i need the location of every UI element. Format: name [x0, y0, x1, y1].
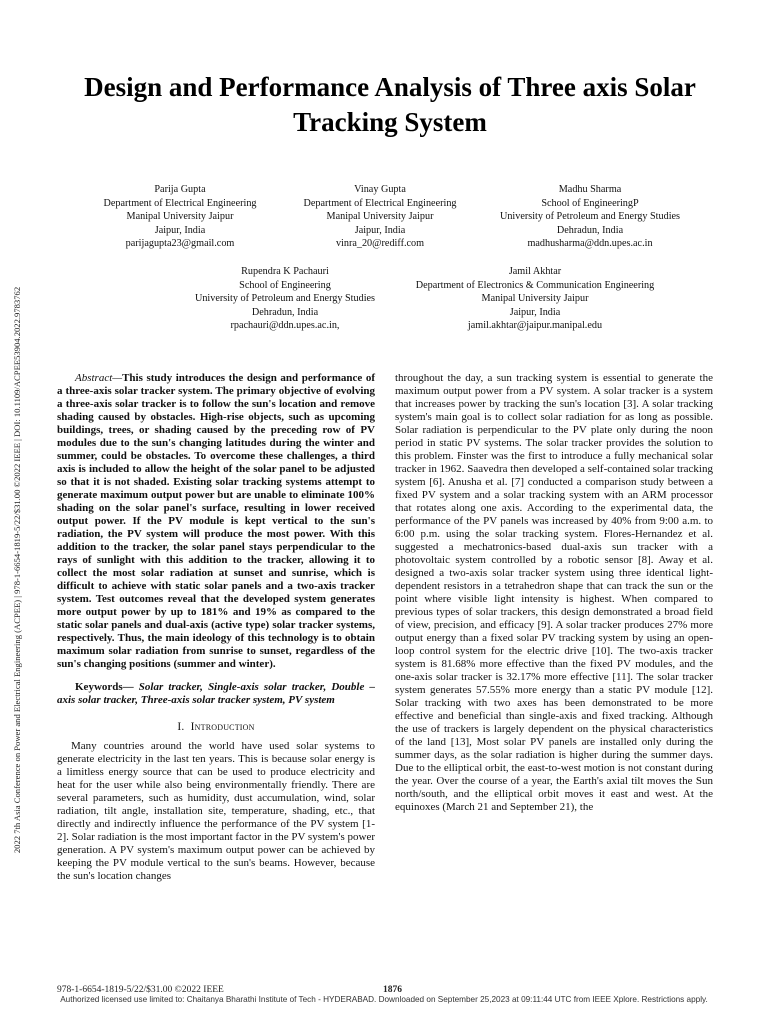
- author-block: [80, 183, 280, 251]
- author-location: Dehradun, India: [556, 224, 624, 236]
- doi-side-note: [5, 170, 29, 970]
- right-column: [395, 372, 713, 814]
- author-org: Manipal University Jaipur: [326, 211, 434, 223]
- intro-paragraph: Many countries around the world have used solar systems to generate electricity in the last ten years. This is because solar energy is a limitless energy source that can be used to produce electricity and heat for the user while also being environmentally friendly. There are several parameters, such as humidity, dust accumulation, wind, solar radiation, tilt angle, installation site, temperature, shading, etc., that directly and indirectly influence the performance of the PV system [1-2]. Solar radiation is the most important factor in the PV system's power generation. A PV system's maximum output power can be achieved by keeping the PV module vertical to the sun's beams. However, because the sun's location changes: [57, 740, 375, 882]
- footer-copyright: 978-1-6654-1819-5/22/$31.00 ©2022 IEEE: [57, 985, 224, 995]
- author-location: Jaipur, India: [154, 224, 206, 236]
- license-notice: Authorized licensed use limited to: Chaitanya Bharathi Institute of Tech - HYDERABAD. Downloaded on September 25,2023 at 09:11:44 UTC from IEEE Xplore. Restrictions apply.: [60, 995, 708, 1004]
- author-org: University of Petroleum and Energy Studies: [499, 211, 681, 223]
- author-name: Parija Gupta: [154, 184, 206, 195]
- abstract-lead: Abstract—: [75, 372, 123, 384]
- paper-title: Design and Performance Analysis of Three axis Solar Tracking System: [84, 72, 696, 137]
- author-name: Vinay Gupta: [354, 184, 406, 195]
- author-location: Jaipur, India: [354, 224, 406, 236]
- section-title: Introduction: [190, 721, 255, 733]
- left-column: [57, 372, 375, 883]
- author-name: Rupendra K Pachauri: [241, 266, 329, 277]
- doi-side-note-text: 2022 7th Asia Conference on Power and Electrical Engineering (ACPEE) | 978-1-6654-1819-5/22/$31.00 ©2022 IEEE | DOI: 10.1109/ACPEE53904.2022.9783762: [12, 286, 22, 854]
- author-block: [475, 183, 705, 251]
- author-org: University of Petroleum and Energy Studies: [194, 293, 376, 305]
- author-email: parijagupta23@gmail.com: [125, 238, 235, 250]
- section-heading: [57, 721, 375, 734]
- author-location: Jaipur, India: [509, 306, 561, 318]
- author-org: Manipal University Jaipur: [481, 293, 589, 305]
- keywords-lead: Keywords—: [75, 681, 134, 693]
- author-dept: Department of Electronics & Communication Engineering: [415, 279, 655, 291]
- abstract: [57, 372, 375, 671]
- author-email: rpachauri@ddn.upes.ac.in,: [230, 320, 340, 332]
- author-block: [385, 265, 685, 333]
- keywords-text: Solar tracker, Single-axis solar tracker, Double –axis solar tracker, Three-axis solar tracker system, PV system: [57, 681, 375, 706]
- author-name: Madhu Sharma: [558, 184, 622, 195]
- author-email: jamil.akhtar@jaipur.manipal.edu: [467, 320, 603, 332]
- author-name: Jamil Akhtar: [508, 266, 562, 277]
- page-number: 1876: [383, 985, 402, 995]
- author-dept: Department of Electrical Engineering: [303, 197, 457, 209]
- author-email: vinra_20@rediff.com: [335, 238, 425, 250]
- author-dept: School of EngineeringP: [541, 197, 639, 209]
- keywords: [57, 681, 375, 707]
- author-org: Manipal University Jaipur: [126, 211, 234, 223]
- section-number: I.: [177, 721, 185, 733]
- abstract-text: This study introduces the design and performance of a three-axis solar tracker system. The primary objective of evolving a three-axis solar tracker is to follow the sun's location and remove shading caused by obstacles. High-rise objects, such as upcoming buildings, trees, or shading caused by the preceding row of PV modules due to the sun's changing latitudes during the winter and summer, could be obstacles. To overcome these challenges, a third axis is included to allow the height of the solar panel to be adjusted so that it is not shaded. Existing solar tracking systems attempt to generate maximum output power but are unable to eliminate 100% shading on the solar panel's surface, resulting in lower received output power. If the PV module is kept vertical to the sun's radiation, the PV system will produce the most power. With this addition to the tracker, the solar panel stays perpendicular to the rays of sunlight with this addition to the tracker, allowing it to collect the most solar radiation at sunset and sunrise, which is difficult to achieve with static solar panels and a two-axis tracker system. Test outcomes reveal that the developed system generates more output power by up to 181% and 19% as compared to the static solar panels and dual-axis (active type) solar tracker systems, respectively. Thus, the main ideology of this technology is to obtain maximum solar radiation from sunrise to sunset, regardless of the sun's changing positions (summer and winter).: [57, 372, 375, 670]
- author-block: [275, 183, 485, 251]
- author-location: Dehradun, India: [251, 306, 319, 318]
- author-block: [170, 265, 400, 333]
- author-email: madhusharma@ddn.upes.ac.in: [527, 238, 653, 250]
- author-dept: Department of Electrical Engineering: [103, 197, 257, 209]
- intro-continuation: throughout the day, a sun tracking system is essential to generate the maximum output power from a PV system. A solar tracker is a system that increases power by tracking the sun's location [3]. A solar tracking system's main goal is to collect solar radiation for as long as possible. Solar radiation is perpendicular to the PV plate only during the noon period in static PV systems. The solar tracker provides the solution to this problem. Finster was the first to introduce a fully mechanical solar tracker in 1962. Saavedra then developed a self-contained solar tracking system [6]. Anusha et al. [7] conducted a comparison study between a fixed PV system and a solar tracking system with an ARM processor that rotates along one axis. According to the experimental data, the performance of the PV panels was increased by 40% from 9:00 a.m. to 6:00 p.m. using the solar tracking system. Flores-Hernandez et al. suggested a mechatronics-based dual-axis sun tracker with a photovoltaic system controlled by a robotic sensor [8]. Away et al. designed a two-axis solar tracker system using three identical light-dependent resistors in a tetrahedron shape that can track the sun or the point where visible light intensity is highest. When compared to previous types of solar trackers, this design demonstrated a broad field of view, precision, and efficacy [9]. A solar tracker produces 27% more output energy than a fixed solar PV tracking system by using an open-loop control system for the electric drive [10]. The two-axis tracker system is 81.68% more effective than the fixed PV modules, and the one-axis solar tracker is 32.17% more effective [11]. The solar tracker system generates 57.55% more energy than a static PV module [12]. Solar tracking with two axes has been demonstrated to be more effective and beneficial than single-axis and fixed tracking. Although the use of trackers is largely dependent on the physical characteristics of the land [13], Most solar PV panels are installed only during the summer days, as the solar radiation is higher during the summer days. Due to the elliptical orbit, the east-to-west motion is not constant during the year. Over the course of a year, the Earth's axial tilt moves the Sun north/south, and the elliptical orbit moves it east and west. At the equinoxes (March 21 and September 21), the: [395, 372, 713, 813]
- author-dept: School of Engineering: [239, 279, 331, 291]
